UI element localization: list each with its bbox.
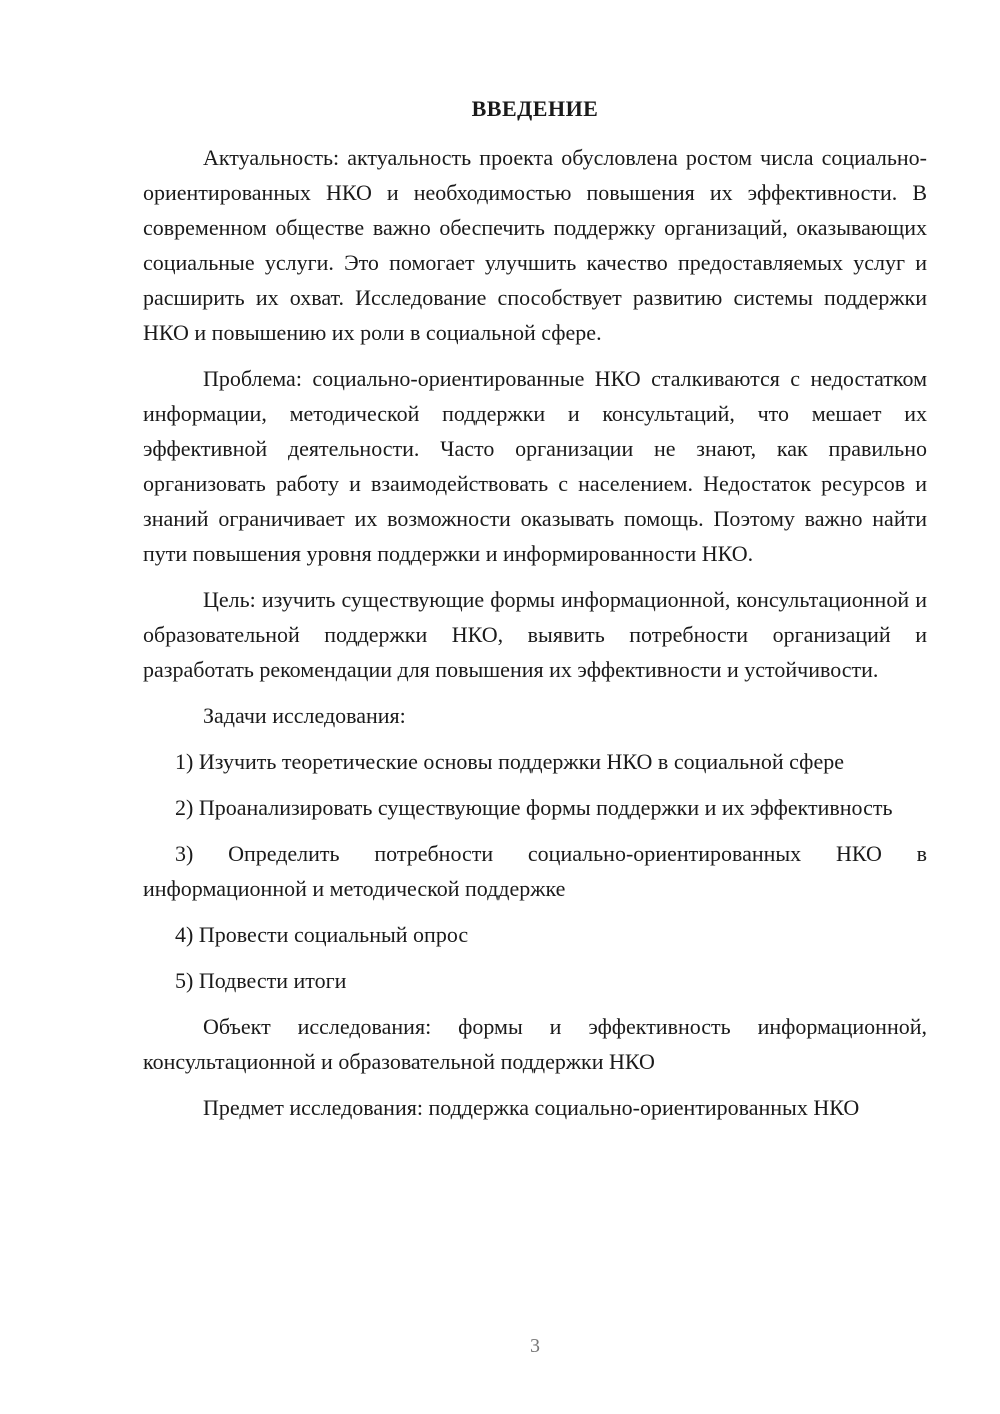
task-item-5: 5) Подвести итоги xyxy=(175,968,347,993)
paragraph-object: Объект исследования: формы и эффективность информационной, консультационной и образовательной поддержки НКО xyxy=(143,1014,927,1074)
paragraph-relevance: Актуальность: актуальность проекта обусловлена ростом числа социально-ориентированных НКО и необходимостью повышения их эффективности. В современном обществе важно обеспечить поддержку организаций, оказывающих социальные услуги. Это помогает улучшить качество предоставляемых услуг и расширить их охват. Исследование способствует развитию системы поддержки НКО и повышению их роли в социальной сфере. xyxy=(143,145,927,345)
tasks-heading: Задачи исследования: xyxy=(203,703,406,728)
paragraph-goal: Цель: изучить существующие формы информационной, консультационной и образовательной поддержки НКО, выявить потребности организаций и разработать рекомендации для повышения их эффективности и устойчивости. xyxy=(143,587,927,682)
paragraph-problem: Проблема: социально-ориентированные НКО сталкиваются с недостатком информации, методической поддержки и консультаций, что мешает их эффективной деятельности. Часто организации не знают, как правильно организовать работу и взаимодействовать с населением. Недостаток ресурсов и знаний ограничивает их возможности оказывать помощь. Поэтому важно найти пути повышения уровня поддержки и информированности НКО. xyxy=(143,366,927,566)
task-item-4: 4) Провести социальный опрос xyxy=(175,922,469,947)
paragraph-subject: Предмет исследования: поддержка социально-ориентированных НКО xyxy=(203,1095,860,1120)
task-item-2: 2) Проанализировать существующие формы поддержки и их эффективность xyxy=(175,795,893,820)
task-item-1: 1) Изучить теоретические основы поддержки НКО в социальной сфере xyxy=(175,749,844,774)
section-title: ВВЕДЕНИЕ xyxy=(471,96,599,121)
document-body xyxy=(143,140,927,1136)
page-number: 3 xyxy=(530,1335,540,1357)
task-item-3: 3) Определить потребности социально-ориентированных НКО в информационной и методической поддержке xyxy=(143,841,927,901)
